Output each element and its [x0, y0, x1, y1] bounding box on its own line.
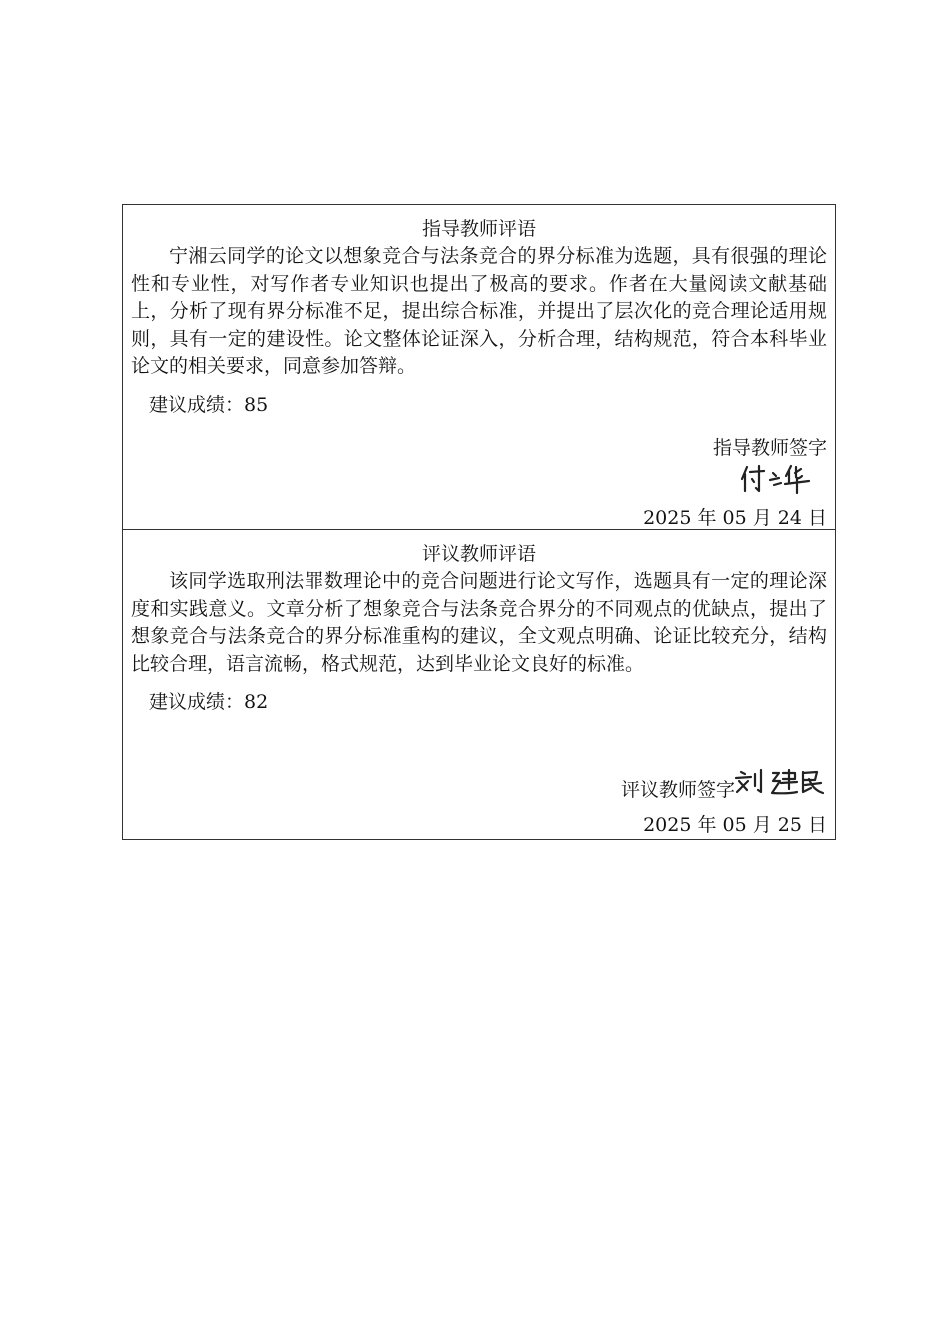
sign-label: 指导教师签字 [712, 437, 827, 459]
grade-label: 建议成绩：85 [149, 393, 269, 416]
sign-label: 评议教师签字 [620, 779, 735, 801]
reviewer-comment-section [123, 530, 835, 839]
date-label: 2025 年 05 月 24 日 [643, 507, 827, 529]
section-title: 评议教师评语 [421, 543, 536, 565]
evaluation-table [122, 204, 836, 840]
comment-text: 宁湘云同学的论文以想象竞合与法条竞合的界分标准为选题，具有很强的理论性和专业性，对写作者专业知识也提出了极高的要求。作者在大量阅读文献基础上，分析了现有界分标准不足，提出综合标准，并提出了层次化的竞合理论适用规则，具有一定的建设性。论文整体论证深入，分析合理，结构规范，符合本科毕业论文的相关要求，同意参加答辩。 [131, 245, 827, 377]
handwritten-signature [733, 768, 825, 798]
supervisor-comment-section [123, 205, 835, 530]
section-title: 指导教师评语 [421, 218, 536, 240]
handwritten-signature [739, 463, 813, 495]
comment-text: 该同学选取刑法罪数理论中的竞合问题进行论文写作，选题具有一定的理论深度和实践意义。文章分析了想象竞合与法条竞合界分的不同观点的优缺点，提出了想象竞合与法条竞合的界分标准重构的建议，全文观点明确、论证比较充分，结构比较合理，语言流畅，格式规范，达到毕业论文良好的标准。 [131, 570, 827, 675]
grade-label: 建议成绩：82 [149, 691, 269, 713]
date-label: 2025 年 05 月 25 日 [643, 814, 827, 836]
